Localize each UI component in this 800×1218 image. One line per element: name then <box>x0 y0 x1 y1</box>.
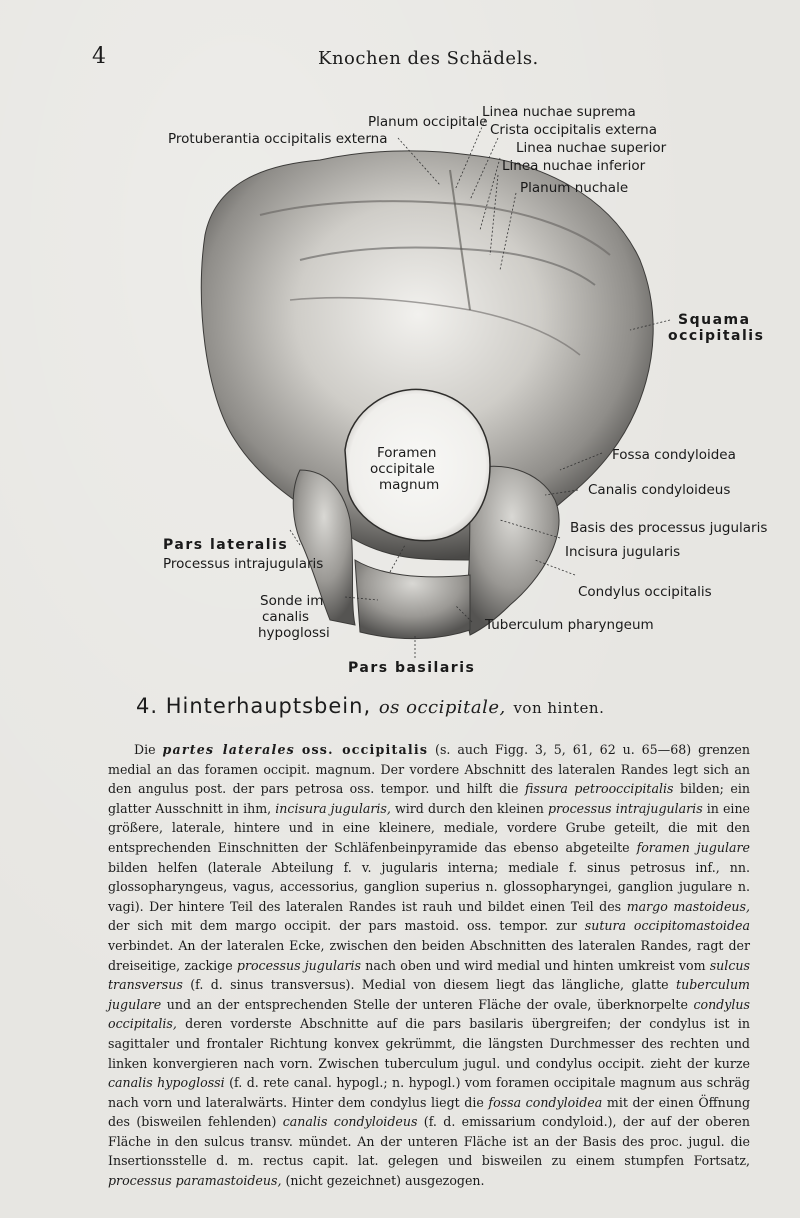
label-fossa-condyloidea: Fossa condyloidea <box>612 447 736 463</box>
text-run: in eine größere, laterale, hintere und in eine kleinere, mediale, vordere Grube geteilt, die mit den entsprechenden Einschnitten der Schläfenbeinpyramide das ebenso abgeteilte <box>108 800 751 855</box>
caption-suffix: von hinten. <box>513 699 605 717</box>
term-canalis-hypoglossi: canalis hypoglossi <box>108 1075 225 1091</box>
term-processus-intrajugularis: processus intrajugularis <box>547 800 703 816</box>
text-run: nach oben und wird medial und hinten umkreist vom <box>365 957 706 973</box>
caption-number-title: 4. Hinterhauptsbein, <box>136 694 372 718</box>
pars-basilaris-shape <box>355 560 470 639</box>
text-run: bilden helfen (laterale Abteilung f. v. jugularis interna; mediale f. sinus petrosus inf., nn. glossopharyngeus, vagus, accessorius, ganglion superius n. glossopharyngei, ganglion jugulare n. vagi). Der hintere Teil des lateralen Randes ist rauh und bildet einen Teil des <box>108 859 750 914</box>
term-tuberculum-jugulare: tuberculum jugulare <box>108 977 750 1012</box>
label-foramen-line3: magnum <box>379 477 440 493</box>
term-partes-laterales: partes laterales <box>162 742 295 757</box>
text-run: (s. auch Figg. 3, 5, 61, 62 u. 65—68) grenzen medial an das foramen occipit. magnum. Der vordere Abschnitt des lateralen Randes legt sich an den angulus post. der pars petrosa oss. tempor. und hilft die <box>108 742 750 797</box>
term-sutura-occipitomastoidea: sutura occipitomastoidea <box>584 918 750 934</box>
label-tuberculum-pharyngeum: Tuberculum pharyngeum <box>485 617 654 633</box>
term-fossa-condyloidea: fossa condyloidea <box>488 1094 603 1110</box>
term-processus-jugularis: processus jugularis <box>236 957 361 973</box>
label-foramen-line2: occipitale <box>370 461 435 477</box>
label-pars-lateralis: Pars lateralis <box>163 537 289 553</box>
label-protuberantia-occipitalis-externa: Protuberantia occipitalis externa <box>168 131 388 147</box>
term-oss-occipitalis: oss. occipitalis <box>301 742 429 757</box>
label-canalis-condyloideus: Canalis condyloideus <box>588 482 731 498</box>
term-fissura-petrooccipitalis: fissura petrooccipitalis <box>524 781 674 797</box>
text-run: bilden; ein glatter Ausschnitt in ihm, <box>108 781 750 816</box>
term-processus-paramastoideus: processus paramastoideus, <box>108 1173 282 1189</box>
term-foramen-jugulare: foramen jugulare <box>636 839 750 855</box>
text-run: wird durch den kleinen <box>394 800 544 816</box>
term-canalis-condyloideus: canalis condyloideus <box>282 1114 418 1130</box>
text-run: der sich mit dem margo occipit. der pars mastoid. oss. tempor. zur <box>108 918 577 934</box>
label-planum-nuchale: Planum nuchale <box>520 180 629 196</box>
label-condylus-occipitalis: Condylus occipitalis <box>578 584 712 600</box>
label-sonde-line3: hypoglossi <box>258 625 330 641</box>
label-pars-basilaris: Pars basilaris <box>348 660 476 676</box>
term-incisura-jugularis: incisura jugularis, <box>275 800 391 816</box>
label-linea-nuchae-superior: Linea nuchae superior <box>516 140 667 156</box>
label-sonde-line1: Sonde im <box>260 593 324 609</box>
body-paragraph <box>108 740 750 1191</box>
label-planum-occipitale: Planum occipitale <box>368 114 488 130</box>
text-run: und an der entsprechenden Stelle der unteren Fläche der ovale, überknorpelte <box>166 996 688 1012</box>
term-margo-mastoideus: margo mastoideus, <box>626 898 751 914</box>
term-condylus-occipitalis: condylus occipitalis, <box>108 996 750 1032</box>
text-run: deren vorderste Abschnitte auf die pars basilaris übergreifen; der condylus ist in sagittaler und frontaler Richtung konvex gekrümmt, die längsten Durchmesser des rechten und linken konvergieren nach vorn. Zwischen tuberculum jugul. und condylus occipit. zieht der kurze <box>108 1016 750 1071</box>
caption-latin-name: os occipitale, <box>378 697 506 718</box>
label-crista-occipitalis-externa: Crista occipitalis externa <box>490 122 657 138</box>
label-linea-nuchae-suprema: Linea nuchae suprema <box>482 104 636 120</box>
label-sonde-line2: canalis <box>262 609 310 625</box>
text-run: (f. d. emissarium condyloid.), der auf der oberen Fläche in den sulcus transv. mündet. An der unteren Fläche ist an der Basis des proc. jugul. die Insertionsstelle d. m. rectus capit. lat. gelegen und bisweilen zu einem stumpfen Fortsatz, <box>108 1114 750 1169</box>
label-incisura-jugularis: Incisura jugularis <box>565 544 681 560</box>
text-run: Die <box>134 742 156 757</box>
label-squama-line1: Squama <box>678 312 751 328</box>
text-run: (f. d. rete canal. hypogl.; n. hypogl.) vom foramen occipitale magnum aus schräg nach vorn und lateralwärts. Hinter dem condylus liegt die <box>108 1075 750 1110</box>
text-run: verbindet. An der lateralen Ecke, zwischen den beiden Abschnitten des lateralen Randes, ragt der dreiseitige, zackige <box>108 937 750 973</box>
label-squama-line2: occipitalis <box>668 328 765 344</box>
label-foramen-line1: Foramen <box>377 445 437 461</box>
label-linea-nuchae-inferior: Linea nuchae inferior <box>502 158 646 174</box>
running-title: Knochen des Schädels. <box>318 48 539 69</box>
label-processus-intrajugularis: Processus intrajugularis <box>163 556 324 572</box>
text-run: (nicht gezeichnet) ausgezogen. <box>285 1173 485 1189</box>
term-sulcus-transversus: sulcus transversus <box>108 957 750 993</box>
page-number: 4 <box>92 44 106 69</box>
text-run: (f. d. sinus transversus). Medial von diesem liegt das längliche, glatte <box>190 977 669 993</box>
label-basis-processus-jugularis: Basis des processus jugularis <box>570 520 768 536</box>
section-caption <box>136 694 604 718</box>
text-run: mit der einen Öffnung des (bisweilen fehlenden) <box>108 1094 751 1130</box>
